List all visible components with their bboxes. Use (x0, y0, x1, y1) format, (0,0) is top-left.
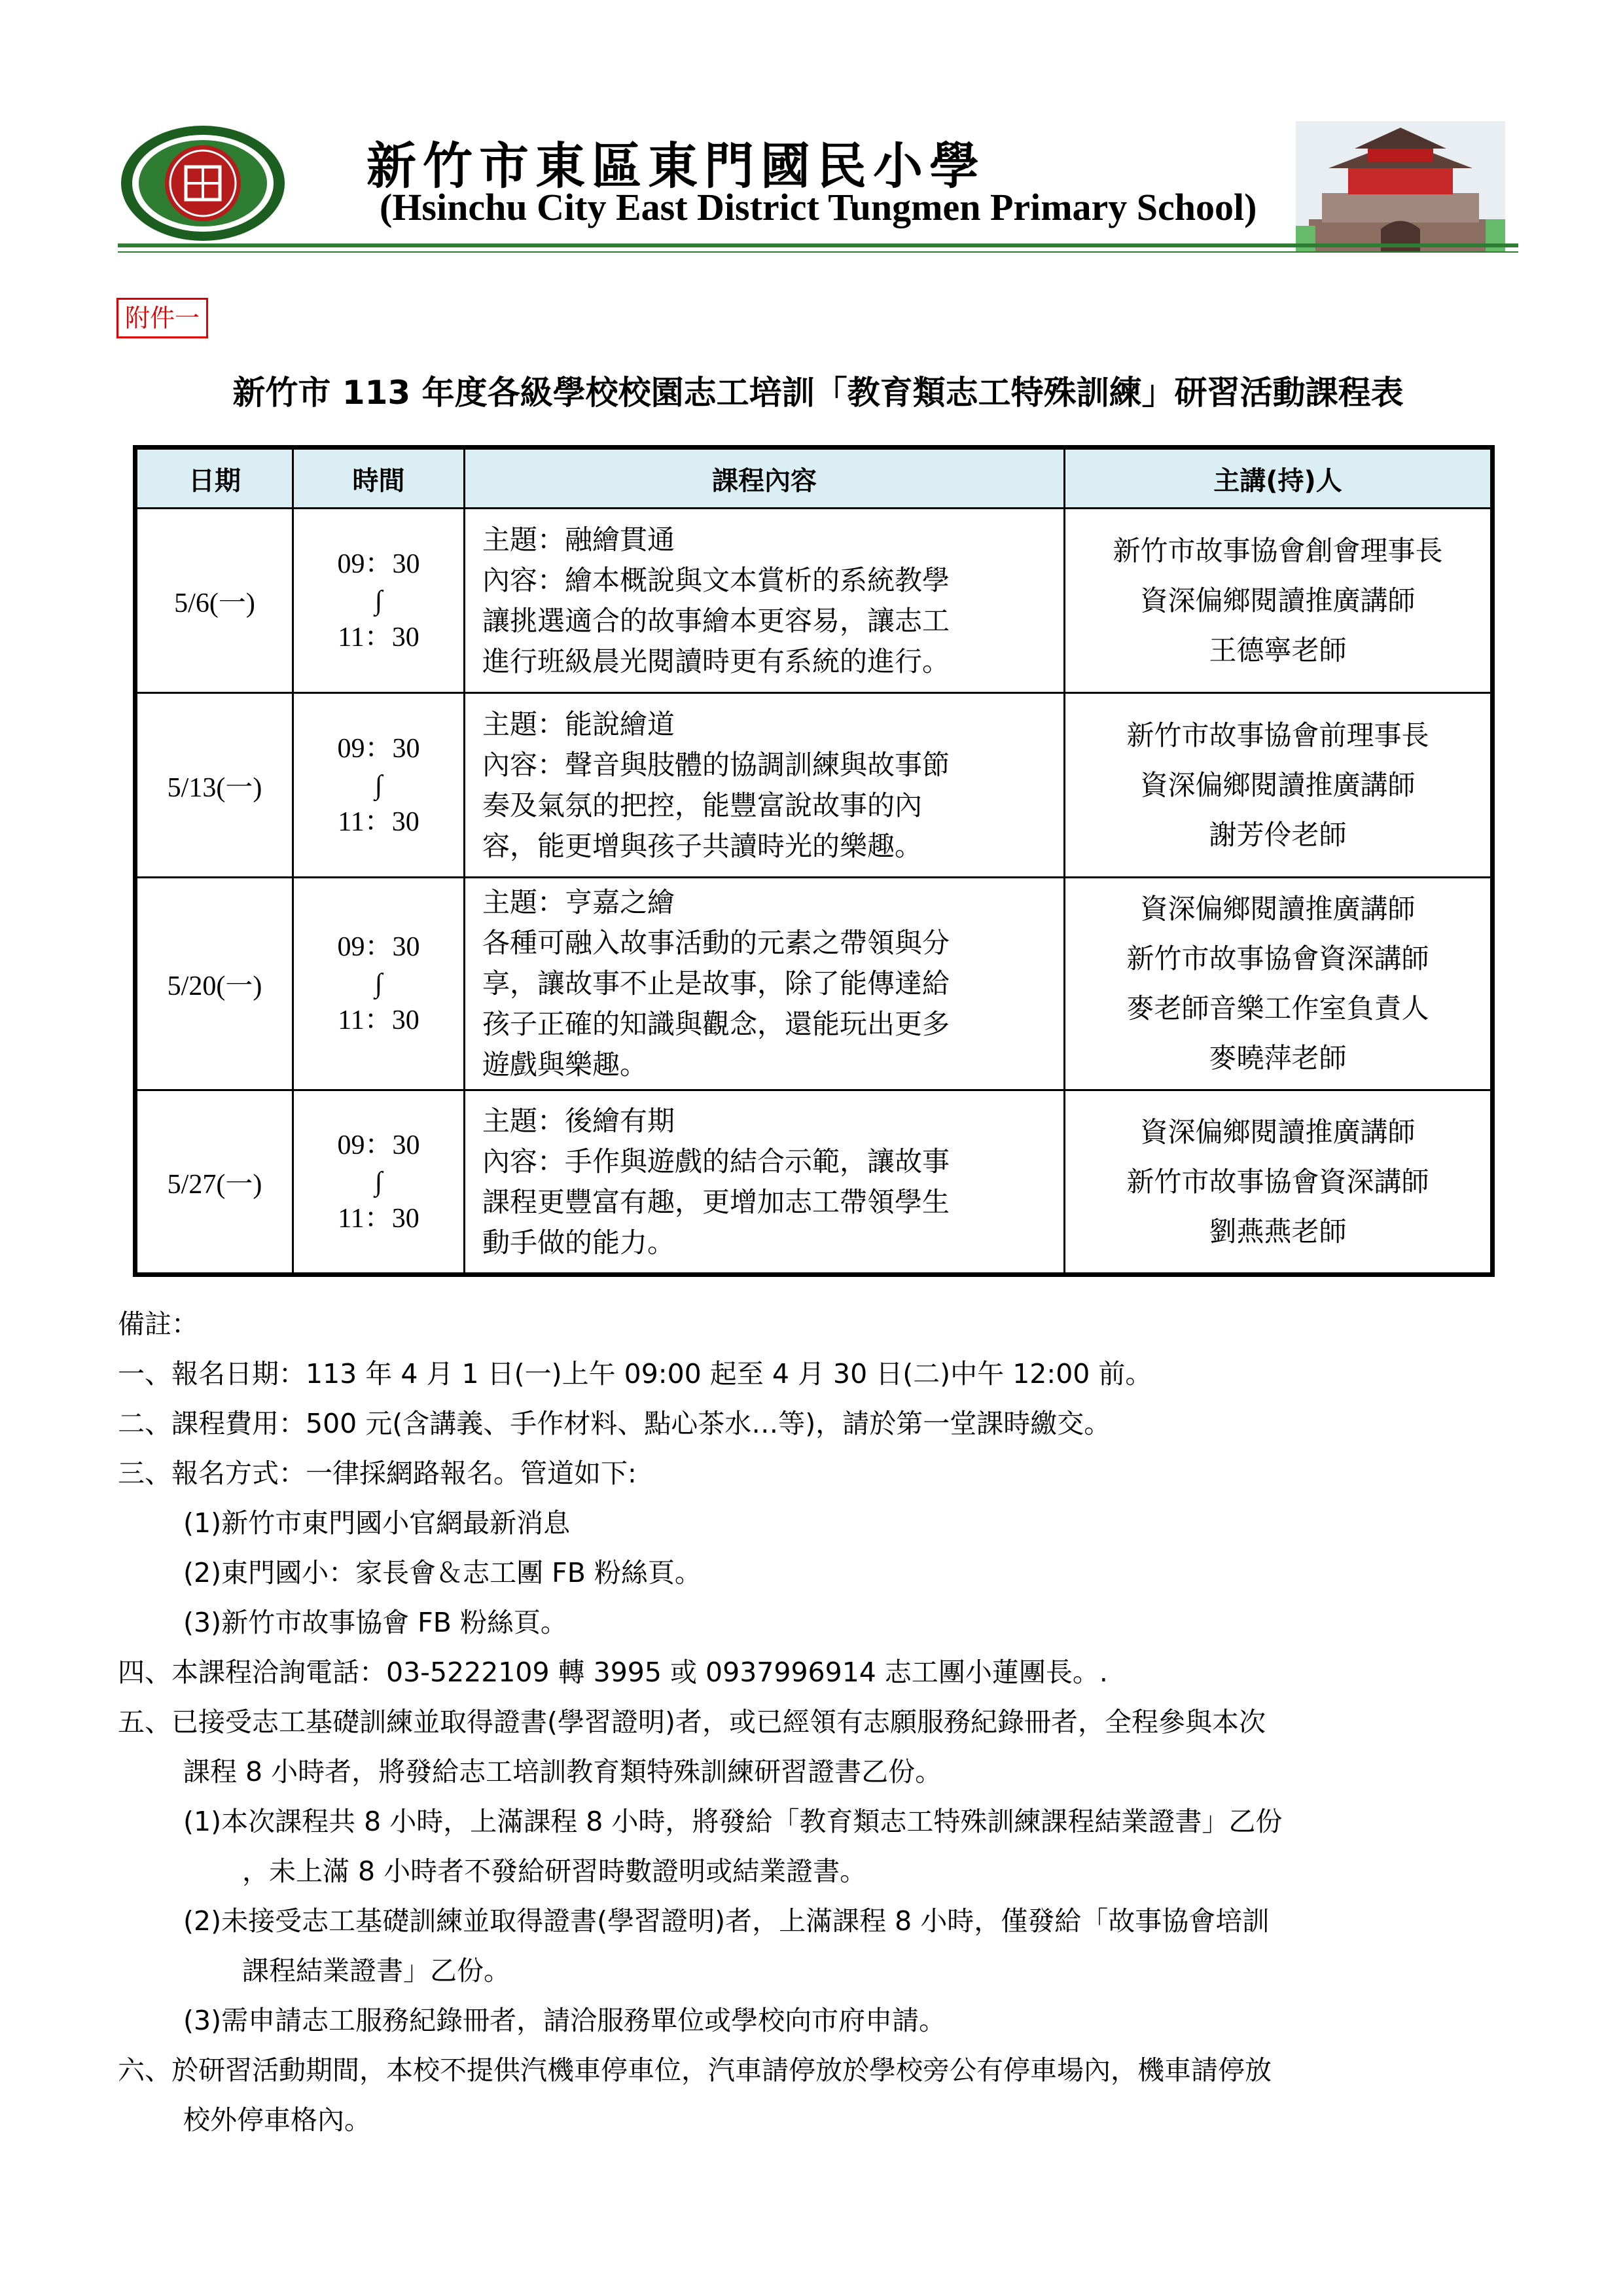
note-item: 二、課程費用：500 元(含講義、手作材料、點心茶水…等)，請於第一堂課時繳交。 (118, 1408, 1111, 1439)
row-content: 主題：亨嘉之繪 各種可融入故事活動的元素之帶領與分 享，讓故事不止是故事，除了能傳達給 孩子正確的知識與觀念，還能玩出更多 遊戲與樂趣。 (465, 878, 1065, 1090)
school-name-english: (Hsinchu City East District Tungmen Primary School) (380, 186, 1257, 228)
header-time: 時間 (293, 448, 465, 509)
row-content: 主題：融繪貫通 內容：繪本概說與文本賞析的系統教學 讓挑選適合的故事繪本更容易，讓志工 進行班級晨光閱讀時更有系統的進行。 (465, 509, 1065, 693)
attachment-label: 附件一 (116, 298, 208, 338)
document-title: 新竹市 113 年度各級學校校園志工培訓「教育類志工特殊訓練」研習活動課程表 (232, 374, 1404, 412)
note-item: (3)新竹市故事協會 FB 粉絲頁。 (183, 1607, 567, 1638)
row-date: 5/27(一) (135, 1090, 293, 1275)
header-date: 日期 (135, 448, 293, 509)
row-date: 5/6(一) (135, 509, 293, 693)
note-item: 四、本課程洽詢電話：03-5222109 轉 3995 或 0937996914 志工團小蓮團長。. (118, 1657, 1108, 1688)
row-speaker: 新竹市故事協會創會理事長 資深偏鄉閱讀推廣講師 王德寧老師 (1065, 509, 1493, 693)
table-row (135, 1090, 1493, 1275)
row-time: 09：30 ∫ 11：30 (293, 1090, 465, 1275)
header-speaker: 主講(持)人 (1065, 448, 1493, 509)
note-item: (2)東門國小：家長會＆志工團 FB 粉絲頁。 (183, 1557, 702, 1588)
school-emblem-icon (118, 121, 288, 245)
row-time: 09：30 ∫ 11：30 (293, 878, 465, 1090)
header-rule-thin (118, 251, 1518, 253)
row-time: 09：30 ∫ 11：30 (293, 693, 465, 878)
row-time: 09：30 ∫ 11：30 (293, 509, 465, 693)
note-item: 一、報名日期：113 年 4 月 1 日(一)上午 09:00 起至 4 月 30 日(二)中午 12:00 前。 (118, 1358, 1152, 1390)
notes-heading: 備註： (118, 1308, 198, 1340)
note-item: (3)需申請志工服務紀錄冊者，請洽服務單位或學校向市府申請。 (183, 2005, 946, 2036)
row-content: 主題：後繪有期 內容：手作與遊戲的結合示範，讓故事 課程更豐富有趣，更增加志工帶領學生 動手做的能力。 (465, 1090, 1065, 1275)
row-speaker: 資深偏鄉閱讀推廣講師 新竹市故事協會資深講師 劉燕燕老師 (1065, 1090, 1493, 1275)
table-row (135, 878, 1493, 1090)
course-schedule-table (133, 445, 1495, 1277)
table-header-row (135, 448, 1493, 509)
row-content: 主題：能說繪道 內容：聲音與肢體的協調訓練與故事節 奏及氣氛的把控，能豐富說故事的內 容，能更增與孩子共讀時光的樂趣。 (465, 693, 1065, 878)
row-speaker: 資深偏鄉閱讀推廣講師 新竹市故事協會資深講師 麥老師音樂工作室負責人 麥曉萍老師 (1065, 878, 1493, 1090)
east-gate-photo (1296, 121, 1505, 252)
note-item: 課程 8 小時者，將發給志工培訓教育類特殊訓練研習證書乙份。 (183, 1756, 942, 1787)
notes-section (118, 1299, 1518, 2145)
note-item: 五、已接受志工基礎訓練並取得證書(學習證明)者，或已經領有志願服務紀錄冊者，全程參與本次 (118, 1706, 1266, 1738)
row-speaker: 新竹市故事協會前理事長 資深偏鄉閱讀推廣講師 謝芳伶老師 (1065, 693, 1493, 878)
note-item: (2)未接受志工基礎訓練並取得證書(學習證明)者，上滿課程 8 小時，僅發給「故事協會培訓 (183, 1905, 1270, 1937)
page-header (118, 115, 1518, 265)
note-item: 課程結業證書」乙份。 (242, 1955, 510, 1986)
note-item: (1)新竹市東門國小官網最新消息 (183, 1507, 571, 1539)
table-row (135, 693, 1493, 878)
note-item: (1)本次課程共 8 小時，上滿課程 8 小時，將發給「教育類志工特殊訓練課程結業證書」乙份 (183, 1806, 1283, 1837)
row-date: 5/13(一) (135, 693, 293, 878)
note-item: 校外停車格內。 (183, 2104, 371, 2136)
header-rule (118, 243, 1518, 247)
row-date: 5/20(一) (135, 878, 293, 1090)
table-row (135, 509, 1493, 693)
header-content: 課程內容 (465, 448, 1065, 509)
note-item: ，未上滿 8 小時者不發給研習時數證明或結業證書。 (242, 1856, 867, 1887)
school-name-chinese: 新竹市東區東門國民小學 (366, 137, 986, 195)
note-item: 六、於研習活動期間，本校不提供汽機車停車位，汽車請停放於學校旁公有停車場內，機車請停放 (118, 2054, 1272, 2086)
note-item: 三、報名方式：一律採網路報名。管道如下: (118, 1458, 637, 1489)
